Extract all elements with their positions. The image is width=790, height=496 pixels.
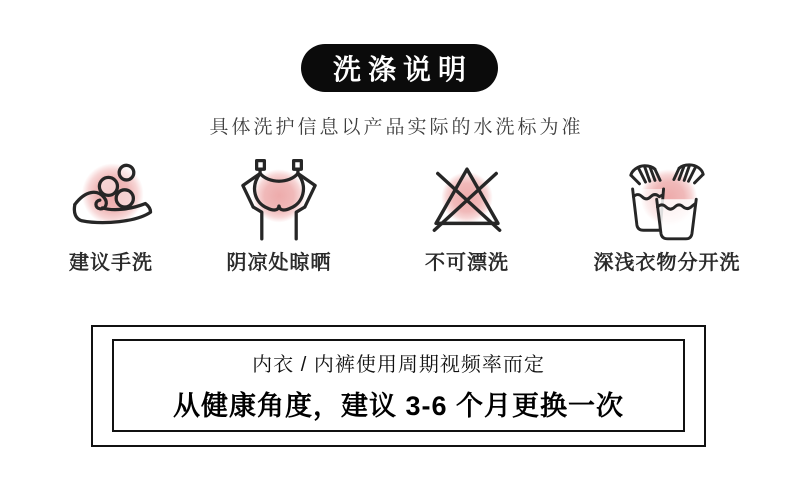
care-item-no-bleach	[379, 158, 555, 275]
care-item-hand-wash	[23, 158, 199, 275]
subtitle: 具体洗护信息以产品实际的水洗标为准	[209, 117, 584, 138]
notice-box-outer-frame	[91, 325, 706, 447]
care-item-separate-wash	[577, 158, 757, 275]
notice-line-2: 从健康角度，建议 3-6 个月更换一次	[172, 391, 625, 421]
notice-line-1: 内衣 / 内裤使用周期视频率而定	[252, 354, 545, 376]
page-title-text: 洗涤说明	[332, 54, 473, 85]
no-bleach-icon	[379, 158, 555, 244]
hand-wash-icon	[23, 158, 199, 244]
separate-wash-icon	[577, 158, 757, 244]
shade-dry-icon	[191, 158, 367, 244]
page-title	[301, 44, 498, 92]
care-label: 阴凉处晾晒	[226, 252, 332, 274]
care-label: 建议手洗	[69, 252, 153, 274]
notice-box-inner-frame	[112, 339, 685, 432]
care-label: 深浅衣物分开洗	[593, 252, 741, 274]
care-item-shade-dry	[191, 158, 367, 275]
care-label: 不可漂洗	[425, 252, 509, 274]
